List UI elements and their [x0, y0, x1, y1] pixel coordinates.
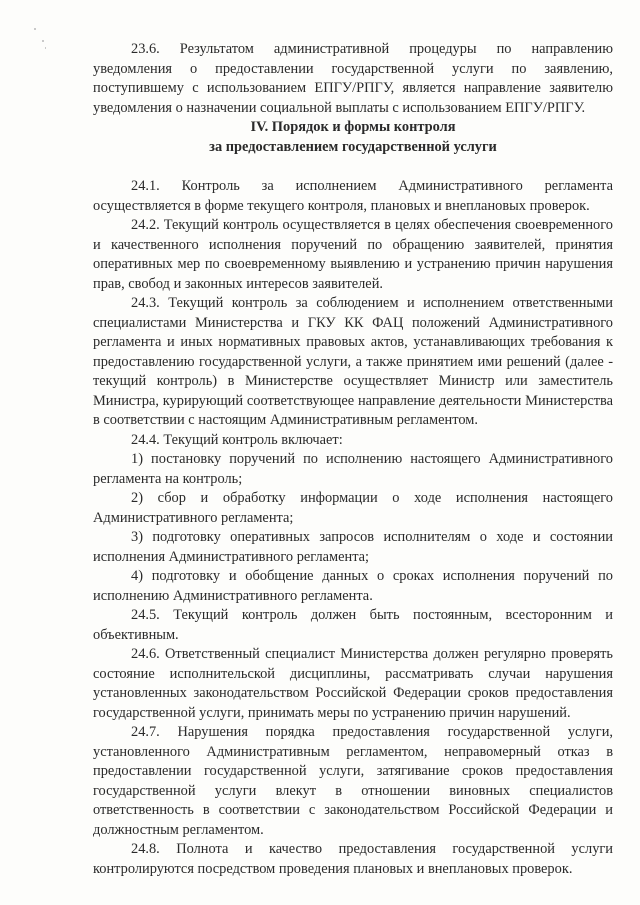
- scan-speck: [42, 40, 44, 42]
- list-item-3: 3) подготовку оперативных запросов исполнителям о ходе и состоянии исполнения Административного регламента;: [93, 529, 613, 565]
- paragraph-24-4: 24.4. Текущий контроль включает:: [131, 431, 343, 448]
- paragraph-24-8: 24.8. Полнота и качество предоставления государственной услуги контролируются посредством проведения плановых и внеплановых проверок.: [93, 841, 613, 877]
- list-item-4: 4) подготовку и обобщение данных о сроках исполнения поручений по исполнению Административного регламента.: [93, 568, 613, 604]
- scan-speck: [45, 47, 46, 49]
- section-subtitle: за предоставлением государственной услуги: [209, 138, 497, 155]
- document-body: [93, 40, 613, 879]
- list-item-2: 2) сбор и обработку информации о ходе исполнения настоящего Административного регламента;: [93, 490, 613, 526]
- paragraph-24-1: 24.1. Контроль за исполнением Административного регламента осуществляется в форме текущего контроля, плановых и внеплановых проверок.: [93, 178, 613, 214]
- paragraph-24-7: 24.7. Нарушения порядка предоставления государственной услуги, установленного Административным регламентом, неправомерный отказ в предоставлении государственной услуги, затягивание сроков предоставления государственной услуги влекут в отношении виновных специалистов ответственность в соответствии с законодательством Российской Федерации и должностным регламентом.: [93, 724, 613, 838]
- paragraph-24-5: 24.5. Текущий контроль должен быть постоянным, всесторонним и объективным.: [93, 607, 613, 643]
- paragraph-23-6: 23.6. Результатом административной процедуры по направлению уведомления о предоставлении государственной услуги по заявлению, поступившему с использованием ЕПГУ/РПГУ, является направление заявителю уведомления о назначении социальной выплаты с использованием ЕПГУ/РПГУ.: [93, 41, 613, 116]
- scan-speck: [34, 28, 36, 30]
- section-title: IV. Порядок и формы контроля: [250, 119, 456, 135]
- paragraph-24-2: 24.2. Текущий контроль осуществляется в целях обеспечения своевременного и качественного исполнения поручений по обращению заявителей, принятия оперативных мер по своевременному выявлению и устранению причин нарушения прав, свобод и законных интересов заявителей.: [93, 217, 613, 292]
- list-item-1: 1) постановку поручений по исполнению настоящего Административного регламента на контроль;: [93, 451, 613, 487]
- paragraph-24-6: 24.6. Ответственный специалист Министерства должен регулярно проверять состояние исполнительской дисциплины, рассматривать случаи нарушения установленных законодательством Российской Федерации сроков предоставления государственной услуги, принимать меры по устранению причин нарушений.: [93, 646, 613, 721]
- paragraph-24-3: 24.3. Текущий контроль за соблюдением и исполнением ответственными специалистами Министерства и ГКУ КК ФАЦ положений Административного регламента и иных нормативных правовых актов, устанавливающих требования к предоставлению государственной услуги, а также принятием ими решений (далее - текущий контроль) в Министерстве осуществляет Министр или заместитель Министра, курирующий соответствующее направление деятельности Министерства в соответствии с настоящим Административным регламентом.: [93, 295, 613, 428]
